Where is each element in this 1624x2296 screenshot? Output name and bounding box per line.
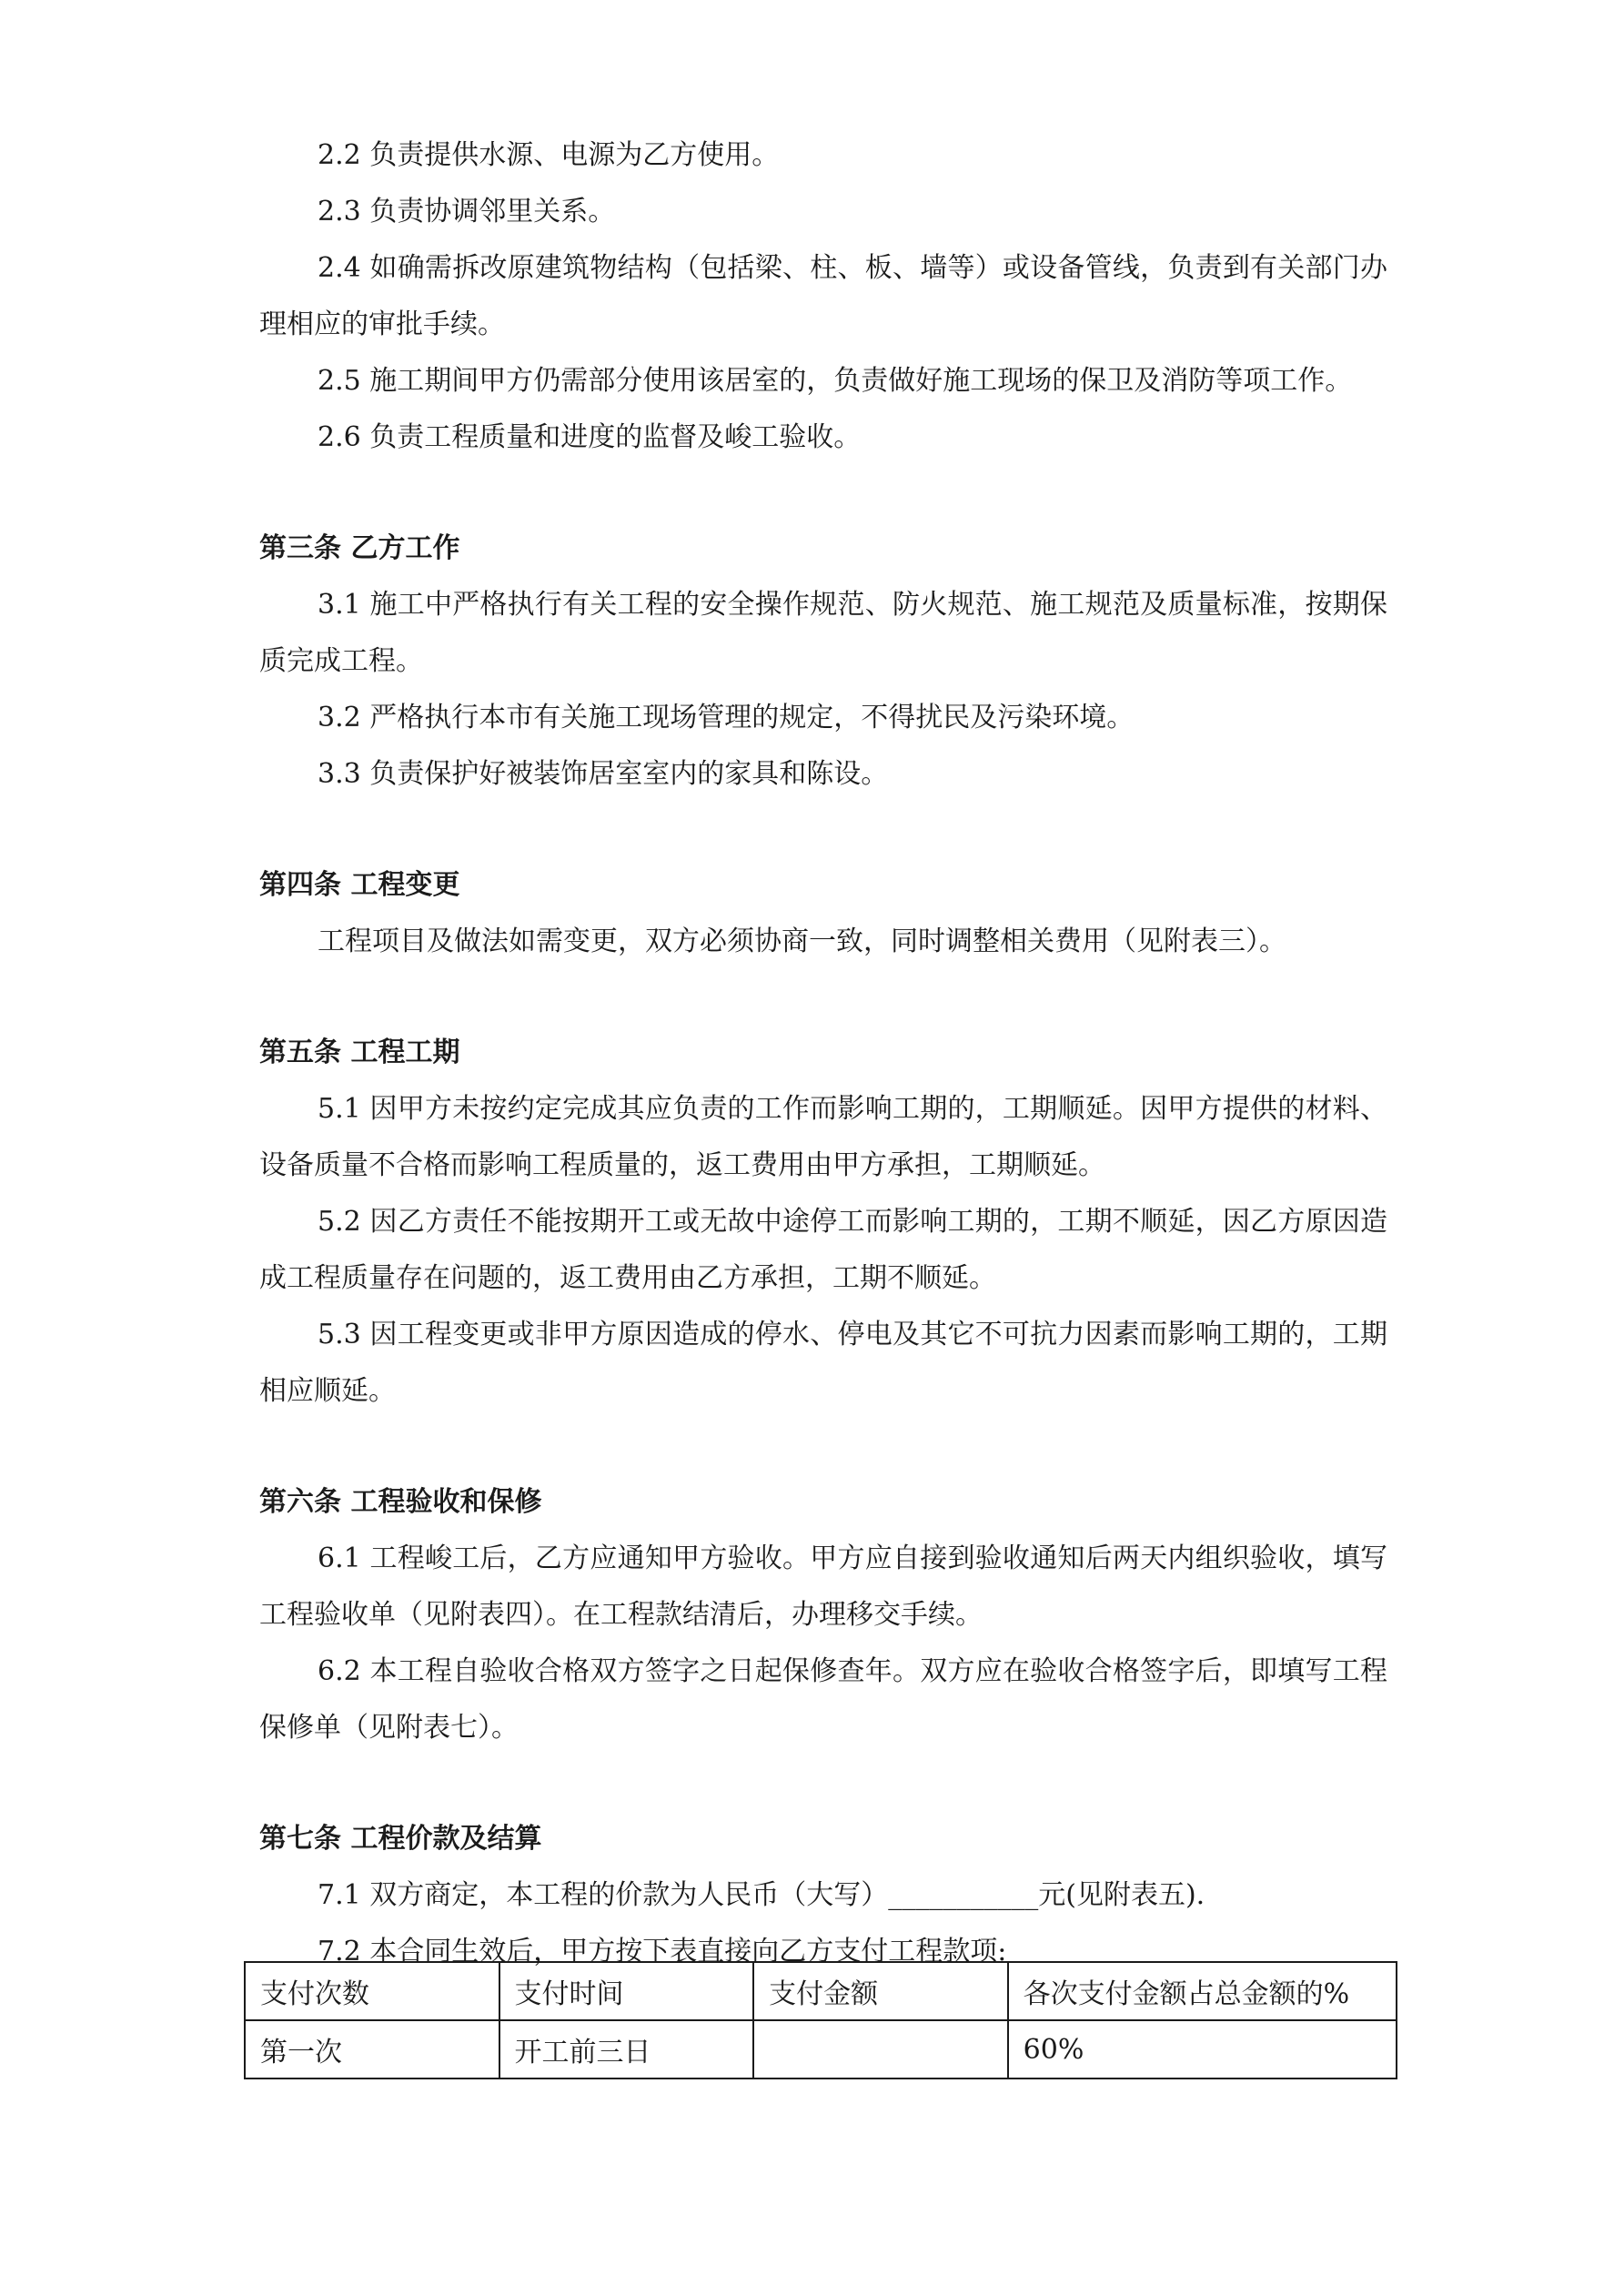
clause-4-body: 工程项目及做法如需变更，双方必须协商一致，同时调整相关费用（见附表三）。: [318, 925, 1286, 957]
header-payment-count: 支付次数: [245, 1962, 499, 2020]
cell-payment-amount: [753, 2020, 1008, 2079]
table-header-row: [245, 1962, 1397, 2020]
table-row: [245, 2020, 1397, 2079]
clause-5-1: 5.1 因甲方未按约定完成其应负责的工作而影响工期的，工期顺延。因甲方提供的材料、设备质量不合格而影响工程质量的，返工费用由甲方承担，工期顺延。: [259, 1093, 1387, 1181]
clause-2-4: 2.4 如确需拆改原建筑物结构（包括梁、柱、板、墙等）或设备管线，负责到有关部门办理相应的审批手续。: [259, 252, 1387, 340]
clause-2-6: 2.6 负责工程质量和进度的监督及峻工验收。: [318, 421, 862, 453]
contract-body: [259, 127, 1387, 1980]
section-5-title: 第五条 工程工期: [259, 1037, 460, 1068]
clause-2-3: 2.3 负责协调邻里关系。: [318, 196, 616, 228]
clause-7-1: 7.1 双方商定，本工程的价款为人民币（大写）___________元(见附表五).: [318, 1879, 1205, 1911]
cell-payment-percent: 60%: [1008, 2020, 1397, 2079]
clause-6-2: 6.2 本工程自验收合格双方签字之日起保修查年。双方应在验收合格签字后，即填写工程保修单（见附表七）。: [259, 1655, 1387, 1744]
section-6-title: 第六条 工程验收和保修: [259, 1486, 542, 1518]
clause-3-1: 3.1 施工中严格执行有关工程的安全操作规范、防火规范、施工规范及质量标准，按期保质完成工程。: [259, 589, 1387, 677]
section-7-title: 第七条 工程价款及结算: [259, 1823, 542, 1855]
section-2-items: [259, 127, 1387, 466]
header-payment-time: 支付时间: [499, 1962, 754, 2020]
header-payment-percent: 各次支付金额占总金额的%: [1008, 1962, 1397, 2020]
payment-schedule-table: [244, 1961, 1397, 2079]
clause-2-5: 2.5 施工期间甲方仍需部分使用该居室的，负责做好施工现场的保卫及消防等项工作。: [318, 365, 1353, 397]
section-4-title: 第四条 工程变更: [259, 869, 460, 901]
clause-5-3: 5.3 因工程变更或非甲方原因造成的停水、停电及其它不可抗力因素而影响工期的，工期相应顺延。: [259, 1319, 1387, 1407]
clause-2-2: 2.2 负责提供水源、电源为乙方使用。: [318, 139, 780, 171]
section-3-title: 第三条 乙方工作: [259, 532, 460, 564]
clause-7-2: 7.2 本合同生效后，甲方按下表直接向乙方支付工程款项:: [318, 1936, 1007, 1967]
header-payment-amount: 支付金额: [753, 1962, 1008, 2020]
clause-5-2: 5.2 因乙方责任不能按期开工或无故中途停工而影响工期的，工期不顺延，因乙方原因造成工程质量存在问题的，返工费用由乙方承担，工期不顺延。: [259, 1206, 1387, 1294]
clause-3-2: 3.2 严格执行本市有关施工现场管理的规定，不得扰民及污染环境。: [318, 702, 1135, 733]
cell-payment-count: 第一次: [245, 2020, 499, 2079]
cell-payment-time: 开工前三日: [499, 2020, 754, 2079]
clause-3-3: 3.3 负责保护好被装饰居室室内的家具和陈设。: [318, 758, 889, 790]
clause-6-1: 6.1 工程峻工后，乙方应通知甲方验收。甲方应自接到验收通知后两天内组织验收，填写工程验收单（见附表四）。在工程款结清后，办理移交手续。: [259, 1542, 1387, 1631]
